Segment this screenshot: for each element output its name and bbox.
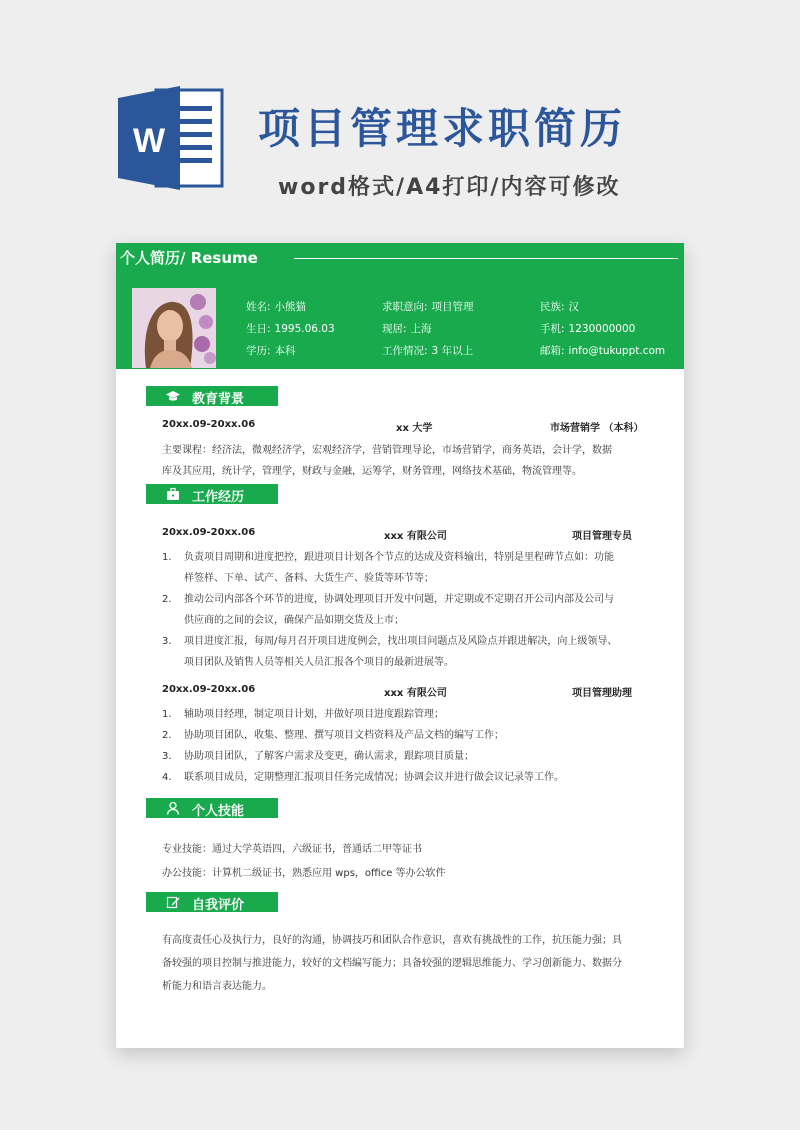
section-education-header xyxy=(146,386,506,408)
job2-company: xxx 有限公司 xyxy=(384,688,447,699)
edu-major: 市场营销学 （本科） xyxy=(550,423,644,434)
svg-text:W: W xyxy=(132,122,166,160)
self-eval-line2: 备较强的项目控制与推进能力，较好的文档编写能力；具备较强的逻辑思维能力、学习创新能力、数据分 xyxy=(162,958,622,969)
graduation-cap-icon xyxy=(166,389,180,403)
info-education: 学历: 本科 xyxy=(246,345,296,357)
job2-item: 1. 辅助项目经理，制定项目计划，并做好项目进度跟踪管理； xyxy=(162,709,444,720)
section-work-header xyxy=(146,484,506,506)
section-skills-title: 个人技能 xyxy=(192,804,245,819)
job1-company: xxx 有限公司 xyxy=(384,531,447,542)
info-name: 姓名: 小熊猫 xyxy=(246,301,307,313)
info-intent: 求职意向: 项目管理 xyxy=(382,301,474,313)
skills-office: 办公技能：计算机二级证书，熟悉应用 wps，office 等办公软件 xyxy=(162,868,446,879)
word-icon xyxy=(118,86,226,190)
edu-courses-line1: 主要课程：经济法，微观经济学，宏观经济学，营销管理导论，市场营销学，商务英语，会计学，数据 xyxy=(162,445,612,456)
self-eval-line1: 有高度责任心及执行力，良好的沟通，协调技巧和团队合作意识，喜欢有挑战性的工作，抗压能力强；具 xyxy=(162,935,622,946)
job1-item-cont: 项目团队及销售人员等相关人员汇报各个项目的最新进展等。 xyxy=(184,657,454,668)
job2-item: 2. 协助项目团队，收集、整理、撰写项目文档资料及产品文档的编写工作； xyxy=(162,730,504,741)
skills-professional: 专业技能：通过大学英语四，六级证书，普通话二甲等证书 xyxy=(162,844,422,855)
edu-school: xx 大学 xyxy=(396,423,433,434)
edu-courses-line2: 库及其应用，统计学，管理学，财政与金融，运筹学，财务管理，网络技术基础，物流管理等。 xyxy=(162,466,582,477)
job2-position: 项目管理助理 xyxy=(572,688,632,699)
section-work-title: 工作经历 xyxy=(192,490,245,505)
info-nation: 民族: 汉 xyxy=(540,301,580,313)
section-self-title: 自我评价 xyxy=(192,898,245,913)
section-skills-header xyxy=(146,798,506,820)
job1-period: 20xx.09-20xx.06 xyxy=(162,527,256,538)
job1-item-cont: 样签样、下单、试产、备料、大货生产、验货等环节等； xyxy=(184,573,434,584)
info-birth: 生日: 1995.06.03 xyxy=(246,323,335,335)
section-education-title: 教育背景 xyxy=(192,392,245,407)
page-title: 项目管理求职简历 xyxy=(258,104,627,153)
job1-position: 项目管理专员 xyxy=(572,531,632,542)
briefcase-icon xyxy=(166,487,180,501)
job1-item: 1. 负责项目周期和进度把控，跟进项目计划各个节点的达成及资料输出，特别是里程碑节点如：功能 xyxy=(162,552,614,563)
job1-item: 3. 项目进度汇报，每周/每月召开项目进度例会，找出项目问题点及风险点并跟进解决，向上级领导、 xyxy=(162,636,618,647)
person-icon xyxy=(166,801,180,815)
bar-divider xyxy=(294,258,678,259)
job2-item: 3. 协助项目团队，了解客户需求及变更，确认需求，跟踪项目质量； xyxy=(162,751,474,762)
self-eval-line3: 析能力和语言表达能力。 xyxy=(162,981,272,992)
page-subtitle: word格式/A4打印/内容可修改 xyxy=(278,175,621,200)
personal-info-band xyxy=(116,269,684,369)
job2-period: 20xx.09-20xx.06 xyxy=(162,684,256,695)
edu-period: 20xx.09-20xx.06 xyxy=(162,419,256,430)
info-email: 邮箱: info@tukuppt.com xyxy=(540,345,666,357)
edit-icon xyxy=(166,895,180,909)
job1-item: 2. 推动公司内部各个环节的进度，协调处理项目开发中问题，并定期或不定期召开公司内部及公司与 xyxy=(162,594,614,605)
profile-photo xyxy=(132,288,216,368)
job2-item: 4. 联系项目成员，定期整理汇报项目任务完成情况；协调会议并进行做会议记录等工作。 xyxy=(162,772,564,783)
resume-page xyxy=(116,243,684,1048)
resume-bar-title: 个人简历/ Resume xyxy=(120,249,258,267)
resume-title-bar xyxy=(116,243,684,269)
info-work-status: 工作情况: 3 年以上 xyxy=(382,345,474,357)
job1-item-cont: 供应商的之间的会议，确保产品如期交货及上市； xyxy=(184,615,404,626)
section-self-header xyxy=(146,892,506,914)
info-phone: 手机: 1230000000 xyxy=(540,323,636,335)
info-location: 现居: 上海 xyxy=(382,323,432,335)
